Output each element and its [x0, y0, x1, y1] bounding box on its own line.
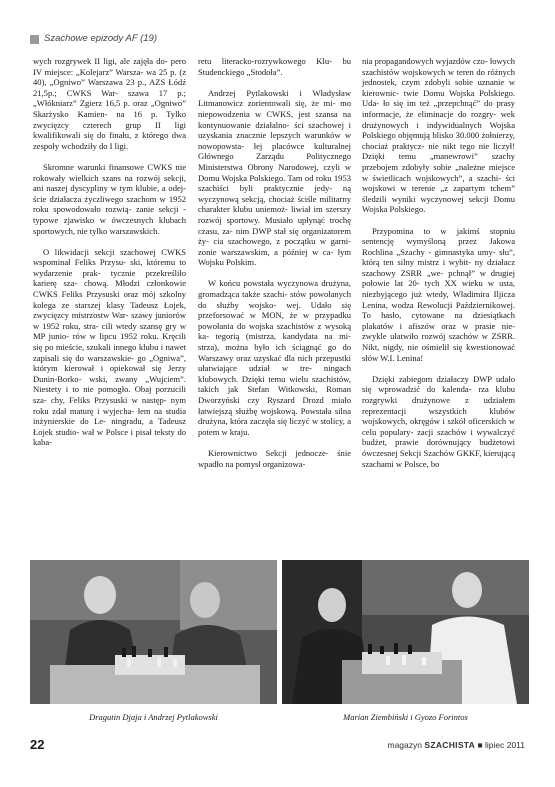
- magazine-name: SZACHISTA: [424, 740, 476, 750]
- paragraph: Andrzej Pytlakowski i Władysław Litmanowicz zorientowali się, że mi- mo niepowodzenia w CWKS, jest szansa na kontynuowanie działalno- ści szachowej i uzyskania znacznie lepszych warunków w nowopowsta- łej placówce kulturalnej Głównego Zarządu Politycznego Ministerstwa Obrony Narodowej, czyli w Domu Wojska Polskiego. Tam od roku 1953 szachiści byli praktycznie jedy- ną wyczynową sekcją, chociaż ściśle militarny charakter klubu uniemoż- liwiał im szerszy rozwój sportowy. Musiało upłynąć trochę czasu, za- nim DWP stał się organizatorem ży- cia szachowego, z początku w garni- zonie warszawskim, a później w ca- łym Wojsku Polskim.: [198, 87, 351, 268]
- page-footer: [30, 737, 525, 751]
- section-title: Szachowe epizody AF (19): [44, 33, 158, 44]
- photo-chess-players-1: [30, 560, 277, 704]
- photo-caption: Dragutin Djaja i Andrzej Pytlakowski: [89, 712, 218, 722]
- paragraph: wych rozgrywek II ligi, ale zajęła do- pero IV miejsce: „Kolejarz” Warsza- wa 25 p. (z 40), „Ogniwo” Warszawa 23 p., AZS Łódź 21,5p.; CWKS War- szawa 17 p.; „Włókniarz” Zgierz 16,5 p. oraz „Ogniwo” Skarżysko Kamien- na 16 p. Tylko zwycięzcy czterech grup II ligi kwalifikowali się do finału, z którego dwa zespoły wchodziły do I ligi.: [33, 56, 186, 151]
- paragraph: Przypomina to w jakimś stopniu sentencję wymyśloną przez Jakowa Rochlina „Szachy - gimnastyka umy- słu”, którą ten silny mistrz i wybit- ny działacz szachowy ZSRR „we- pchnął” w drugiej połowie lat 20- tych XX wieku w usta, niezbyjącego już wtedy, Władimira Iljicza Lenina, wodza Rewolucji Październikowej. To hasło, cytowane na dziesiątkach plakatów i afiszów oraz w prasie nie- zwykle ułatwiło rozwój szachów w ZSRR. Nikt, nigdy, nie ośmielił się kwestionować słów W.I. Lenina!: [362, 225, 515, 363]
- paragraph: W końcu powstała wyczynowa drużyna, gromadząca także szachi- stów powołanych do służby wojsko- wej. Udało się przeforsować w MON, że w przypadku powołania do wojska szachistów z wysoką ka- tegorią (mistrza, kandydata na mi- strza), można było ich ściągnąć go do Warszawy oraz uzyskać dla nich przepustki ułatwiające udział w tre- ningach klubowych. Dzięki temu wielu szachistów, takich jak Stefan Witkowski, Roman Dworzyński czy Ryszard Drozd miało łatwiejszą służbę wojskową. Powstała silna drużyna, która zaczęła się liczyć w stolicy, a potem w kraju.: [198, 278, 351, 437]
- paragraph: O likwidacji sekcji szachowej CWKS wspominał Feliks Przysu- ski, któremu to wydarzenie prak- tycznie przekreśliło karierę sza- chową. Młodzi członkowie CWKS Feliks Przysuski oraz mój szkolny kolega ze starszej klasy Tadeusz Łojek, zwycięzcy mistrzostw War- szawy juniorów w 1952 roku, stra- cili wtedy szansę gry w MP junio- rów w lipcu 1952 roku. Kręcili się po mieście, szukali innego klubu i nawet zapisali się do warszawskie- go „Ogniwa”, którym kierował i opiekował się Jerzy Dunin-Borko- wski, zwany „Wujciem”. Niestety i to nie pomogło. Obaj porzucili sza- chy, Feliks Przysuski w następ- nym roku zdał maturę i wyjecha- łem na studia inżynierskie do Le- ningradu, a Tadeusz Łojek studio- wał w Polsce i pisał teksty do kaba-: [33, 246, 186, 448]
- page-number: 22: [30, 737, 45, 752]
- page-header: [30, 33, 525, 47]
- section-marker-icon: [30, 35, 39, 44]
- paragraph: nia propagandowych wyjazdów czo- łowych szachistów wojskowych w teren do różnych jednostek, czym zdobyli sobie uznanie w kierownic- twie Domu Wojska Polskiego. Uda- ło się im też „przepchnąć” do prasy informacje, że eliminacje do rozgry- wek drużynowych i indywidualnych Wojska Polskiego objęmują blisko 30.000 żołnierzy, chociaż praktycz- nie nikt tego nie liczył! Dzięki temu „manewrowi” szachy przebojem zdobyły sobie „należne miejsce w świetlicach wojskowych”, a szachi- ści wojskowi w terenie „z zapartym tchem” śledzili wyniki wyczynowej sekcji Domu Wojska Polskiego.: [362, 56, 515, 215]
- paragraph: retu literacko-rozrywkowego Klu- bu Studenckiego „Stodoła”.: [198, 56, 351, 77]
- photo-chess-players-2: [282, 560, 529, 704]
- issue-date: lipiec 2011: [484, 740, 525, 750]
- magazine-prefix: magazyn: [387, 740, 422, 750]
- paragraph: Dzięki zabiegom działaczy DWP udało się wprowadzić do kalenda- rza klubu rozgrywki drużynowe z udziałem reprezentacji wszystkich klubów wojskowych, okręgów i szkół oficerskich w celu populary- zacji szachów i wywalczyć budżet, prawie dorównujący budżetowi ówczesnej Sekcji Szachów GKKF, kierującą szachami w Polsce, bo: [362, 373, 515, 469]
- separator-icon: ■: [477, 740, 483, 750]
- magazine-info: [388, 740, 526, 750]
- paragraph: Kierownictwo Sekcji jednocze- śnie wpadło na pomysł organizowa-: [198, 447, 351, 469]
- paragraph: Skromne warunki finansowe CWKS nie rokowały wielkich szans na rozwój sekcji, ani naszej dyscypliny w tym klubie, a odej- ście działacza życzliwego szachom w 1952 roku spowodowało rozwią- zanie sekcji - typowe zjawisko w ówczesnych klubach sportowych, nie tylko warszawskich.: [33, 161, 186, 236]
- article-column-1: [33, 56, 186, 459]
- photo-caption: Marian Ziembiński i Gyozo Forintos: [343, 712, 468, 722]
- article-column-2: [198, 56, 351, 480]
- article-column-3: [362, 56, 515, 480]
